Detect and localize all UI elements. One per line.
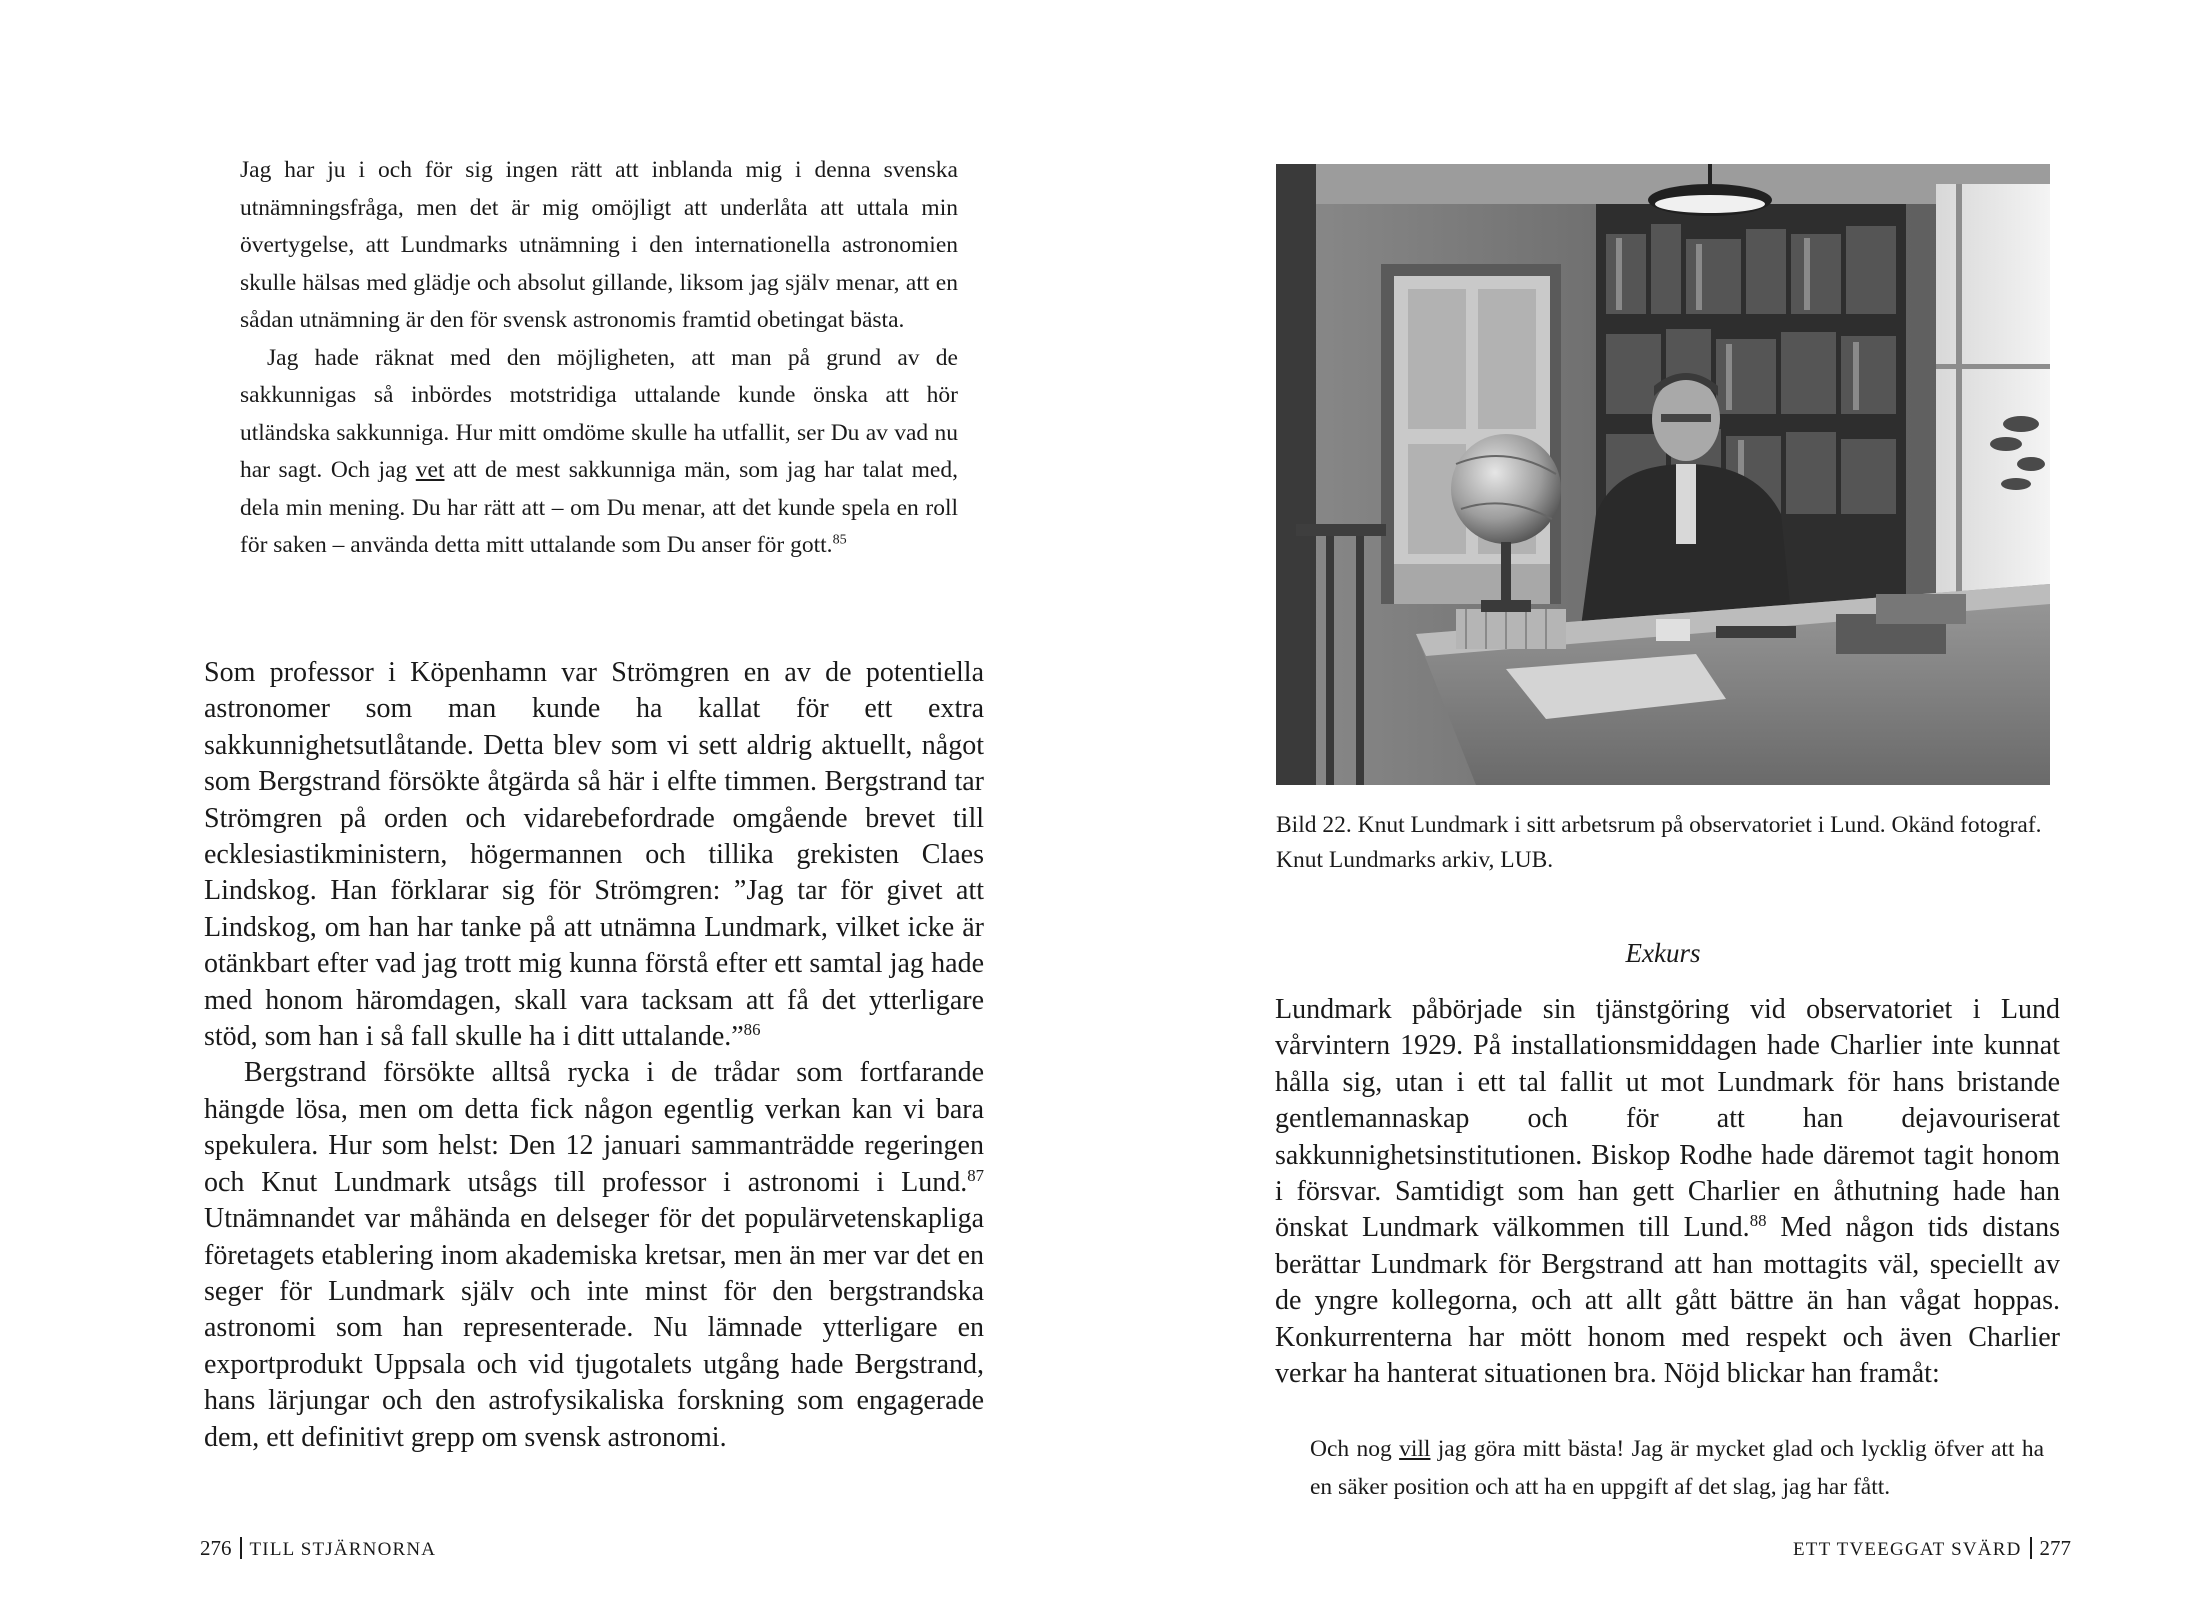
quote-paragraph: Och nog vill jag göra mitt bästa! Jag är mycket glad och lycklig öfver att ha en säker position och att ha en uppgift af det slag, jag har fått. bbox=[1310, 1436, 2044, 1500]
photograph-office bbox=[1276, 164, 2050, 785]
folio-divider bbox=[2030, 1537, 2032, 1559]
right-page bbox=[1100, 0, 2199, 1599]
footnote-ref-87: 87 bbox=[967, 1165, 984, 1185]
body-text bbox=[204, 655, 984, 1456]
underlined-word: vet bbox=[415, 457, 445, 483]
quote-paragraph-1: Jag har ju i och för sig ingen rätt att inblanda mig i denna svenska utnämningsfråga, men det är mig omöjligt att underlåta att uttala min övertygelse, att Lundmarks utnämning i den internationella astronomien skulle hälsas med glädje och absolut gillande, liksom jag själv menar, att en sådan utnämning är den för svensk astronomis framtid obetingat bästa. bbox=[240, 157, 958, 333]
block-quote-letter bbox=[240, 152, 958, 565]
book-title: TILL STJÄRNORNA bbox=[249, 1539, 437, 1560]
folio-divider bbox=[240, 1537, 242, 1559]
office-photo-illustration bbox=[1276, 164, 2050, 785]
block-quote-letter bbox=[1310, 1431, 2044, 1506]
chapter-title: ETT TVEEGGAT SVÄRD bbox=[1793, 1539, 2022, 1560]
quote-paragraph-2: Jag hade räknat med den möjligheten, att man på grund av de sakkunnigas så inbördes motstridiga uttalande kunde önska att hör utländska sakkunniga. Hur mitt omdöme skulle ha utfallit, ser Du av vad nu har sagt. Och jag vet att de mest sakkunniga män, som jag har talat med, dela min mening. Du har rätt att – om Du menar, att det kunde spela en roll för saken – använda detta mitt uttalande som Du anser för gott.$^{85}$ bbox=[240, 344, 958, 558]
section-heading: Exkurs bbox=[1625, 938, 1701, 968]
footnote-ref-88: 88 bbox=[1749, 1211, 1767, 1231]
underlined-word: vill bbox=[1399, 1436, 1431, 1462]
body-paragraph-1: Lundmark påbörjade sin tjänstgöring vid observatoriet i Lund vårvintern 1929. På installationsmiddagen hade Charlier inte kunnat hålla sig, utan i ett tal fallit ut mot Lundmark för hans bristande gentlemannaskap och för att han dejavouriserat sakkunnighetsinstitutionen. Biskop Rodhe hade däremot tagit honom i försvar. Samtidigt som han gett Charlier en åthutning hade han önskat Lundmark välkommen till Lund.$^{88}$ Med någon tids distans berättar Lundmark för Bergstrand att han mottagits väl, speciellt av de yngre kollegorna, och att allt gått bättre än han vågat hoppas. Konkurrenterna har mött honom med respekt och även Charlier verkar ha hanterat situationen bra. Nöjd blickar han framåt: bbox=[1275, 994, 2060, 1390]
body-paragraph-2: Bergstrand försökte alltså rycka i de trådar som fortfarande hängde lösa, men om detta fick någon egentlig verkan kan vi bara spekulera. Hur som helst: Den 12 januari sammanträdde regeringen och Knut Lundmark utsågs till professor i astronomi i Lund.$^{87}$ Utnämnandet var måhända en delseger för det populärvetenskapliga företagets etablering inom akademiska kretsar, men än mer var det en seger för Lundmark själv och inte minst för den bergstrandska astronomi som han representerade. Nu lämnade ytterligare en exportprodukt Uppsala och vid tjugotalets utgång hade Bergstrand, hans lärjungar och den astrofysikaliska forskning som engagerade dem, ett definitivt grepp om svensk astronomi. bbox=[204, 1057, 984, 1453]
footnote-ref-85: 85 bbox=[832, 531, 847, 548]
page-number: 276 bbox=[200, 1536, 232, 1560]
body-paragraph-1: Som professor i Köpenhamn var Strömgren en av de potentiella astronomer som man kunde ha kallat för ett extra sakkunnighetsutlåtande. Detta blev som vi sett aldrig aktuellt, något som Bergstrand försökte åtgärda så här i elfte timmen. Bergstrand tar Strömgren på orden och vidarebefordrade omgående brevet till ecklesiastikministern, högermannen och tillika grekisten Claes Lindskog. Han förklarar sig för Strömgren: ”Jag tar för givet att Lindskog, om han har tanke på att utnämna Lundmark, vilket icke är otänkbart efter vad jag trott mig kunna förstå efter ett samtal jag hade med honom häromdagen, skall vara tacksam att få det ytterligare stöd, som han i så fall skulle ha i ditt uttalande.”$^{86}$ bbox=[204, 657, 984, 1053]
footnote-ref-86: 86 bbox=[743, 1019, 761, 1039]
figure-caption: Bild 22. Knut Lundmark i sitt arbetsrum på observatoriet i Lund. Okänd fotograf. Knut Lundmarks arkiv, LUB. bbox=[1276, 812, 2042, 873]
page-number: 277 bbox=[2039, 1536, 2071, 1560]
body-text bbox=[1275, 992, 2060, 1392]
running-footer-right bbox=[1793, 1536, 2071, 1561]
left-page bbox=[0, 0, 1099, 1599]
running-footer-left bbox=[200, 1536, 436, 1561]
